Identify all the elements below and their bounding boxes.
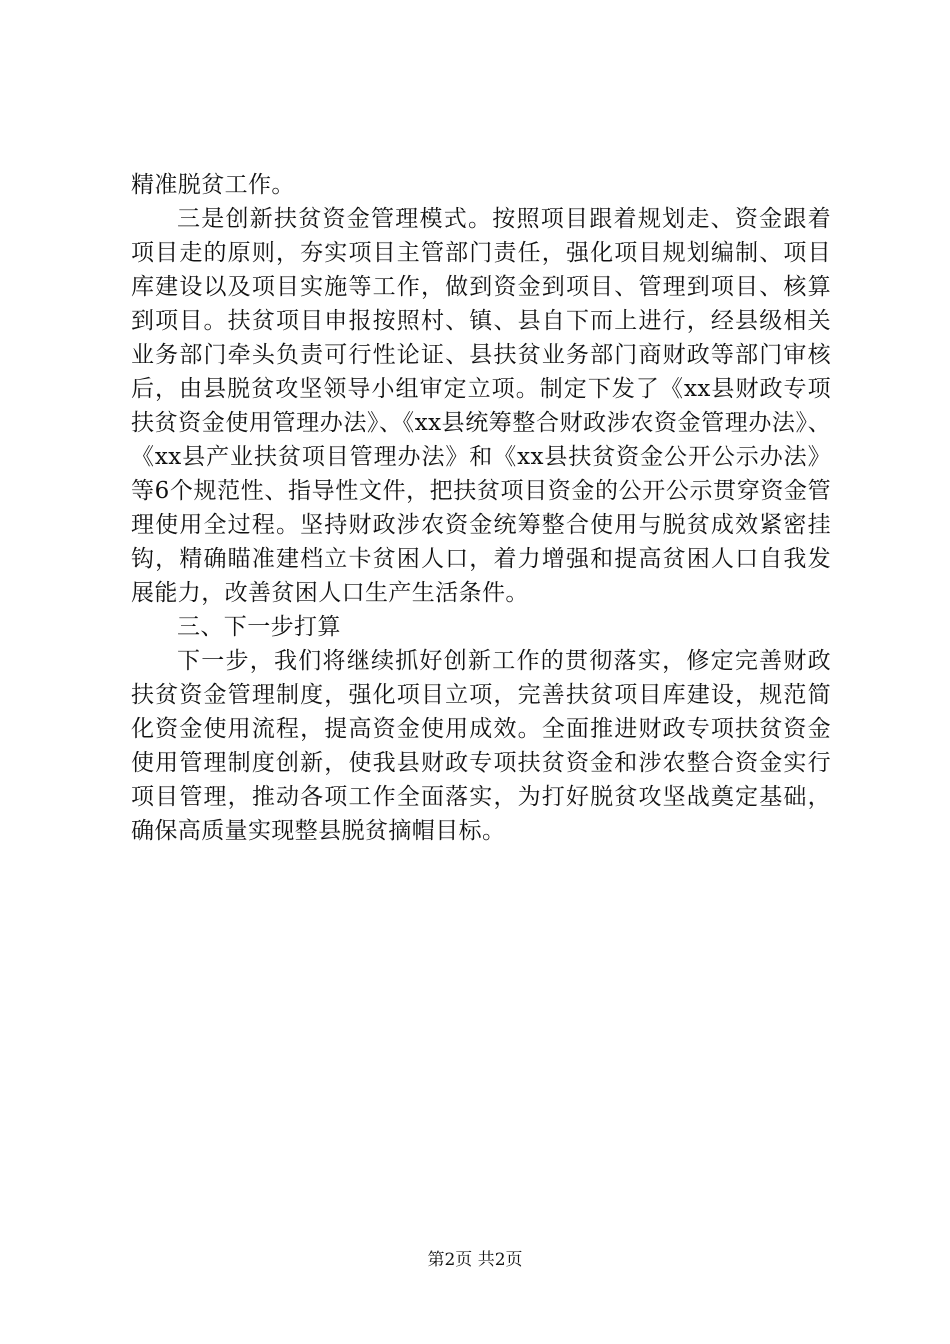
section-heading-next-steps: 三、下一步打算	[177, 614, 341, 640]
page-number-footer: 第2页 共2页	[427, 1250, 523, 1270]
paragraph-fund-management: 三是创新扶贫资金管理模式。按照项目跟着规划走、资金跟着项目走的原则，夯实项目主管部门责任，强化项目规划编制、项目库建设以及项目实施等工作，做到资金到项目、管理到项目、核算到项目。扶贫项目申报按照村、镇、县自下而上进行，经县级相关业务部门牵头负责可行性论证、县扶贫业务部门商财政等部门审核后，由县脱贫攻坚领导小组审定立项。制定下发了《xx县财政专项扶贫资金使用管理办法》、《xx县统筹整合财政涉农资金管理办法》、《xx县产业扶贫项目管理办法》和《xx县扶贫资金公开公示办法》等6个规范性、指导性文件，把扶贫项目资金的公开公示贯穿资金管理使用全过程。坚持财政涉农资金统筹整合使用与脱贫成效紧密挂钩，精确瞄准建档立卡贫困人口，着力增强和提高贫困人口自我发展能力，改善贫困人口生产生活条件。	[131, 206, 831, 606]
paragraph-continuation: 精准脱贫工作。	[131, 172, 295, 198]
document-body	[131, 168, 831, 848]
paragraph-next-steps: 下一步，我们将继续抓好创新工作的贯彻落实，修定完善财政扶贫资金管理制度，强化项目立项，完善扶贫项目库建设，规范简化资金使用流程，提高资金使用成效。全面推进财政专项扶贫资金使用管理制度创新，使我县财政专项扶贫资金和涉农整合资金实行项目管理，推动各项工作全面落实，为打好脱贫攻坚战奠定基础，确保高质量实现整县脱贫摘帽目标。	[131, 648, 831, 844]
